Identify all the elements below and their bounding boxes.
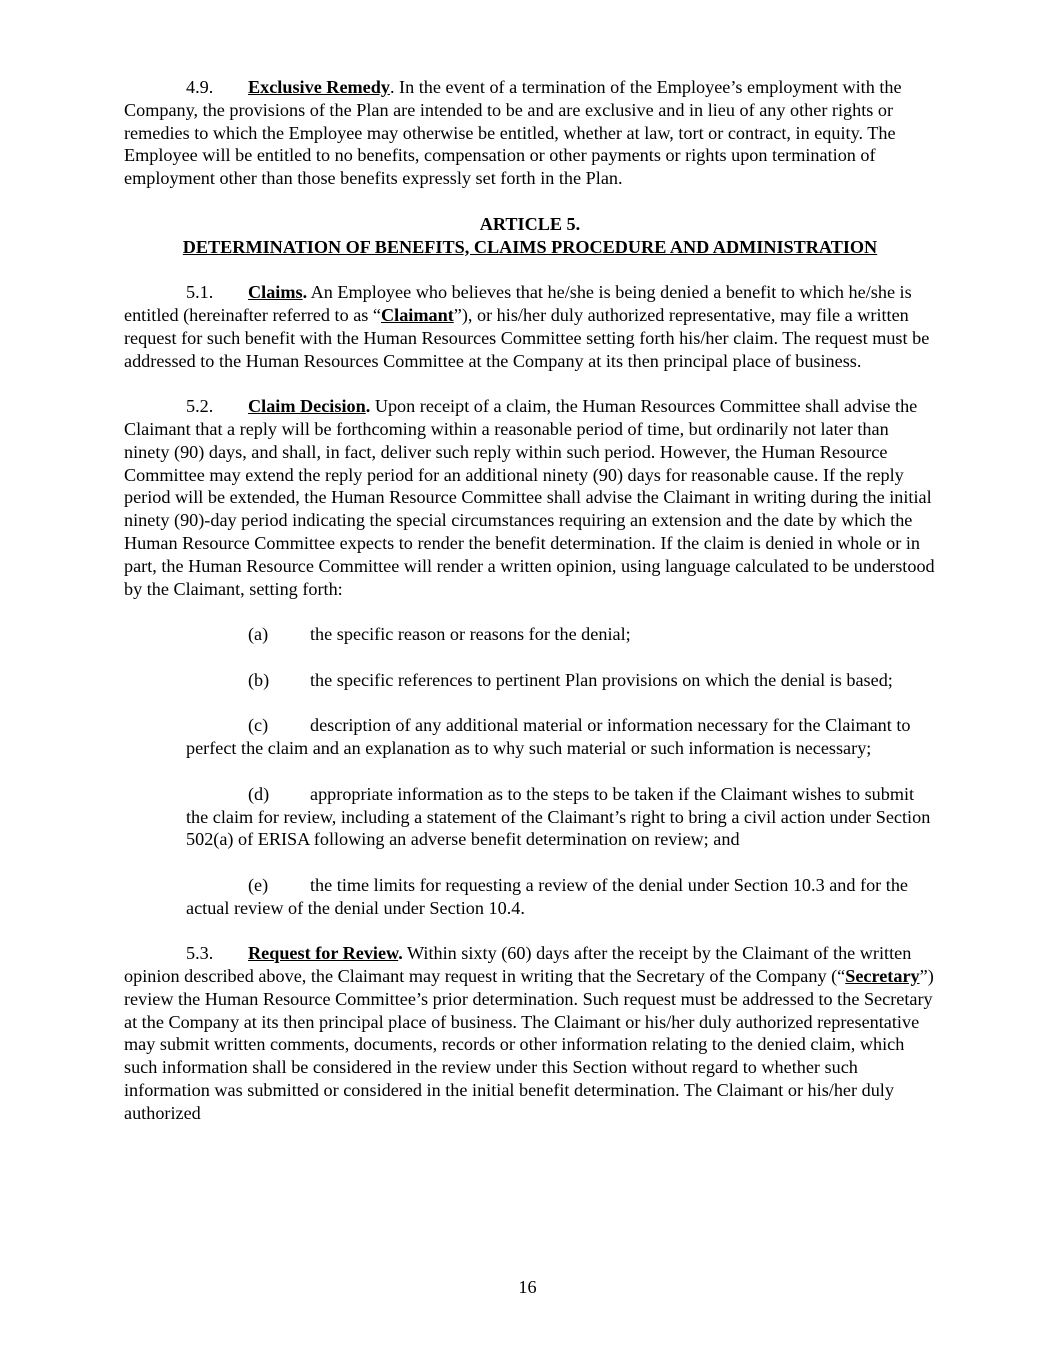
- page-number: 16: [518, 1277, 537, 1297]
- section-text: ”) review the Human Resource Committee’s prior determination. Such request must be addressed to the Secretary at the Company at its then principal place of business. The Claimant or his/her duly authorized representative may submit written comments, documents, records or other information relating to the denied claim, which such information shall be considered in the review under this Section without regard to whether such information was submitted or considered in the initial benefit determination. The Claimant or his/her duly authorized: [124, 966, 934, 1123]
- document-page: [124, 76, 936, 1147]
- section-title: Exclusive Remedy: [248, 77, 390, 97]
- list-item-b: [174, 669, 936, 692]
- list-item-text: the specific reason or reasons for the denial;: [310, 624, 631, 645]
- list-item-c: [186, 714, 936, 760]
- section-4-9: [124, 76, 936, 190]
- article-title: DETERMINATION OF BENEFITS, CLAIMS PROCEDURE AND ADMINISTRATION: [182, 236, 878, 257]
- list-item-text: the specific references to pertinent Plan provisions on which the denial is based;: [310, 669, 893, 690]
- section-5-2: [124, 395, 936, 600]
- section-text: ”), or his/her duly authorized representative, may file a written request for such benefit with the Human Resources Committee setting forth his/her claim. The request must be addressed to the Human Resources Committee at the Company at its then principal place of business.: [124, 304, 930, 371]
- section-5-1: [124, 281, 936, 372]
- article-heading: [124, 213, 936, 259]
- section-title-end: .: [302, 282, 308, 303]
- list-item-text: appropriate information as to the steps to be taken if the Claimant wishes to submit the claim for review, including a statement of the Claimant’s right to bring a civil action under Section 502(a) of ERISA following an adverse benefit determination on review; and: [186, 783, 931, 850]
- defined-term: Claimant: [381, 304, 454, 325]
- section-text: An Employee who believes that he/she is being denied a benefit to which he/she is entitled (hereinafter referred to as “: [124, 282, 912, 325]
- section-number: 5.1.: [186, 282, 214, 303]
- list-item-text: the time limits for requesting a review of the denial under Section 10.3 and for the actual review of the denial under Section 10.4.: [186, 874, 908, 918]
- list-item-text: description of any additional material or information necessary for the Claimant to perfect the claim and an explanation as to why such material or such information is necessary;: [186, 715, 911, 759]
- section-title-end: .: [365, 396, 371, 417]
- list-item-e: [186, 874, 936, 920]
- list-item-label: (b): [248, 669, 270, 690]
- article-label: ARTICLE 5.: [479, 213, 581, 234]
- section-text: Upon receipt of a claim, the Human Resources Committee shall advise the Claimant that a reply will be forthcoming within a reasonable period of time, but ordinarily not later than ninety (90) days, and shall, in fact, deliver such reply within such period. However, the Human Resource Committee may extend the reply period for an additional ninety (90) days for reasonable cause. If the reply period will be extended, the Human Resource Committee shall advise the Claimant in writing during the initial ninety (90)-day period indicating the special circumstances requiring an extension and the date by which the Human Resource Committee expects to render the benefit determination. If the claim is denied in whole or in part, the Human Resource Committee will render a written opinion, using language calculated to be understood by the Claimant, setting forth:: [124, 396, 935, 599]
- section-number: 5.2.: [186, 396, 214, 417]
- section-text: . In the event of a termination of the Employee’s employment with the Company, the provisions of the Plan are intended to be and are exclusive and in lieu of any other rights or remedies to which the Employee may otherwise be entitled, whether at law, tort or contract, in equity. The Employee will be entitled to no benefits, compensation or other payments or rights upon termination of employment other than those benefits expressly set forth in the Plan.: [124, 77, 902, 189]
- section-5-3: [124, 942, 936, 1124]
- section-title-end: .: [398, 943, 403, 964]
- list-item-label: (d): [248, 783, 270, 804]
- section-number: 4.9.: [186, 77, 214, 97]
- section-text: Within sixty (60) days after the receipt by the Claimant of the written opinion described above, the Claimant may request in writing that the Secretary of the Company (“: [124, 943, 912, 987]
- list-item-label: (a): [248, 624, 269, 645]
- list-item-a: [186, 623, 936, 646]
- section-title: Claim Decision: [248, 396, 366, 417]
- list-item-label: (c): [248, 715, 269, 736]
- section-number: 5.3.: [186, 943, 214, 964]
- section-title: Claims: [248, 282, 303, 303]
- list-item-d: [186, 783, 936, 851]
- list-item-label: (e): [248, 874, 269, 895]
- section-title: Request for Review: [248, 943, 399, 964]
- defined-term: Secretary: [845, 966, 920, 987]
